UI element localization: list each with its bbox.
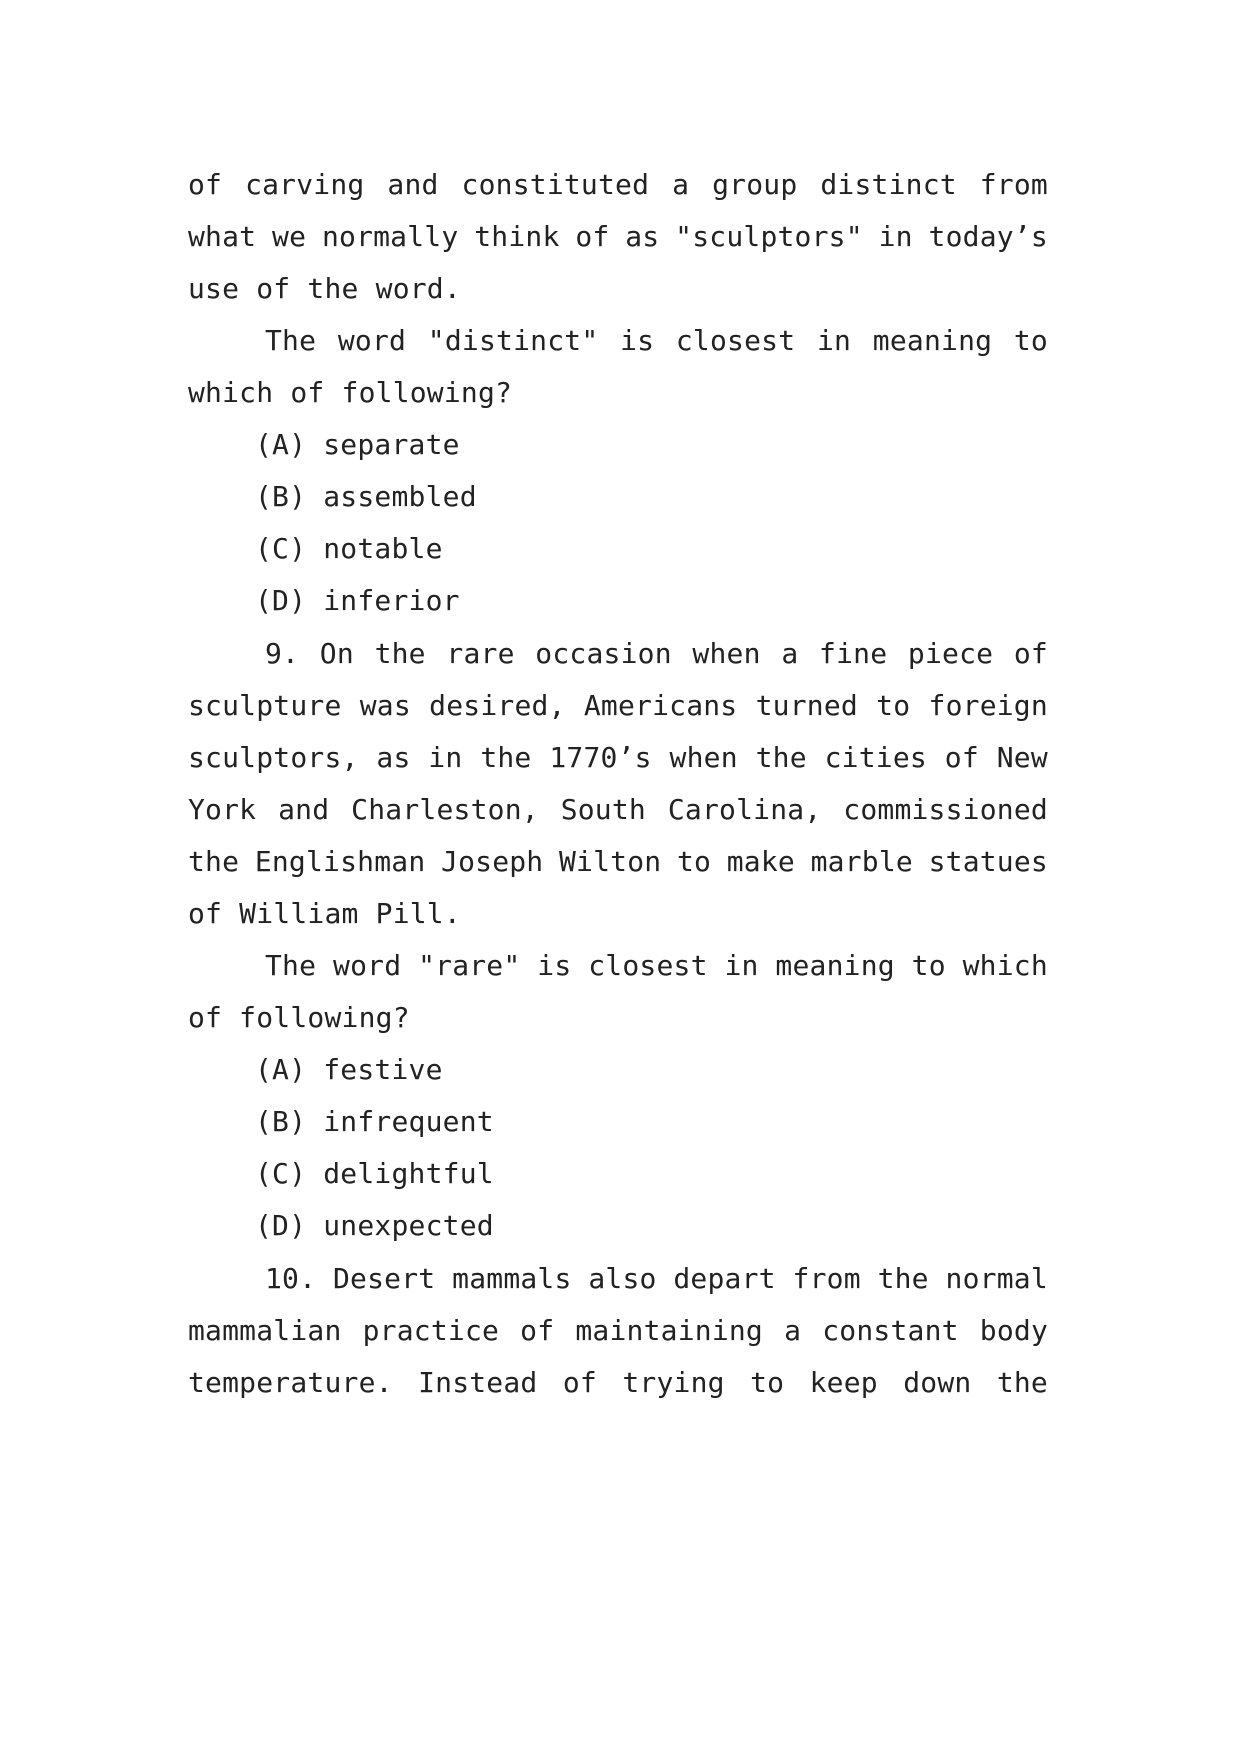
word: when bbox=[669, 741, 738, 774]
word: the bbox=[188, 845, 240, 878]
text-line-3: use of the word. bbox=[188, 272, 461, 305]
word: Wilton bbox=[559, 845, 662, 878]
word: we bbox=[272, 220, 307, 253]
word: cities bbox=[824, 741, 927, 774]
passage-9-line-5 bbox=[188, 845, 1048, 879]
word: to bbox=[876, 689, 911, 722]
word: think bbox=[474, 220, 560, 253]
word: piece bbox=[907, 637, 994, 670]
word: normal bbox=[945, 1262, 1048, 1295]
word: rare bbox=[446, 637, 515, 670]
text-line-2 bbox=[188, 220, 1048, 254]
passage-9-line-2 bbox=[188, 689, 1048, 723]
word: trying bbox=[622, 1366, 725, 1399]
word: as bbox=[625, 220, 660, 253]
word: the bbox=[996, 1366, 1048, 1399]
word: word bbox=[337, 324, 407, 357]
word: marble bbox=[810, 845, 913, 878]
word: the bbox=[374, 637, 426, 670]
word: Desert bbox=[332, 1262, 436, 1295]
word: of bbox=[188, 168, 223, 201]
word: is bbox=[537, 949, 572, 982]
word: also bbox=[588, 1262, 657, 1295]
word: distinct bbox=[820, 168, 957, 201]
word: of bbox=[562, 1366, 597, 1399]
word: desired, bbox=[429, 689, 566, 722]
word: to bbox=[750, 1366, 785, 1399]
word: in bbox=[816, 324, 852, 357]
word: mammals bbox=[452, 1262, 572, 1295]
word: South bbox=[560, 793, 646, 826]
question-8-stem-line-1 bbox=[265, 324, 1048, 358]
word: make bbox=[726, 845, 795, 878]
word: word bbox=[333, 949, 402, 982]
word: today’s bbox=[928, 220, 1048, 253]
word: turned bbox=[755, 689, 858, 722]
word: "distinct" bbox=[427, 324, 599, 357]
word: closest bbox=[675, 324, 796, 357]
word: to bbox=[1013, 324, 1048, 357]
word: down bbox=[903, 1366, 972, 1399]
question-9-stem-line-1 bbox=[265, 949, 1048, 983]
word: is bbox=[620, 324, 655, 357]
text-line-1 bbox=[188, 168, 1048, 202]
word: body bbox=[979, 1314, 1048, 1347]
word: practice bbox=[362, 1314, 500, 1347]
word: meaning bbox=[872, 324, 993, 357]
word: maintaining bbox=[575, 1314, 763, 1347]
word: Instead bbox=[418, 1366, 538, 1399]
word: and bbox=[278, 793, 330, 826]
word: was bbox=[359, 689, 411, 722]
word: The bbox=[265, 949, 317, 982]
passage-9-line-3 bbox=[188, 741, 1048, 775]
word: 10. bbox=[265, 1262, 317, 1295]
question-9-option-c: (C) delightful bbox=[255, 1157, 494, 1190]
word: mammalian bbox=[188, 1314, 342, 1347]
word: of bbox=[944, 741, 979, 774]
word: sculpture bbox=[188, 689, 342, 722]
word: Americans bbox=[583, 689, 738, 722]
word: 1770’s bbox=[549, 741, 652, 774]
word: which bbox=[962, 949, 1048, 982]
word: from bbox=[979, 168, 1048, 201]
word: in bbox=[724, 949, 759, 982]
word: fine bbox=[819, 637, 888, 670]
word: to bbox=[676, 845, 712, 878]
question-9-option-a: (A) festive bbox=[255, 1053, 443, 1086]
passage-10-line-2 bbox=[188, 1314, 1048, 1348]
word: the bbox=[480, 741, 532, 774]
passage-9-line-6: of William Pill. bbox=[188, 897, 461, 930]
question-8-option-b: (B) assembled bbox=[255, 480, 477, 513]
word: from bbox=[792, 1262, 861, 1295]
word: the bbox=[755, 741, 807, 774]
word: meaning bbox=[775, 949, 895, 982]
word: a bbox=[784, 1314, 802, 1347]
word: foreign bbox=[928, 689, 1048, 722]
word: depart bbox=[673, 1262, 776, 1295]
word: carving bbox=[245, 168, 365, 201]
word: The bbox=[265, 324, 317, 357]
word: in bbox=[878, 220, 913, 253]
passage-10-line-1 bbox=[265, 1262, 1048, 1296]
word: and bbox=[387, 168, 439, 201]
word: commissioned bbox=[843, 793, 1048, 826]
word: to bbox=[911, 949, 946, 982]
word: in bbox=[428, 741, 463, 774]
word: "sculptors" bbox=[675, 220, 863, 253]
question-9-option-b: (B) infrequent bbox=[255, 1105, 494, 1138]
word: a bbox=[672, 168, 690, 201]
word: temperature. bbox=[188, 1366, 393, 1399]
word: sculptors, bbox=[188, 741, 359, 774]
word: normally bbox=[321, 220, 459, 253]
question-9-stem-line-2: of following? bbox=[188, 1001, 410, 1034]
word: of bbox=[520, 1314, 555, 1347]
word: as bbox=[376, 741, 411, 774]
passage-9-line-1 bbox=[265, 637, 1048, 671]
question-9-option-d: (D) unexpected bbox=[255, 1209, 494, 1242]
word: occasion bbox=[535, 637, 672, 670]
word: closest bbox=[588, 949, 708, 982]
word: Carolina, bbox=[667, 793, 822, 826]
word: Englishman bbox=[254, 845, 426, 878]
word: keep bbox=[809, 1366, 878, 1399]
word: On bbox=[319, 637, 354, 670]
word: Joseph bbox=[441, 845, 544, 878]
question-8-option-c: (C) notable bbox=[255, 532, 443, 565]
word: of bbox=[575, 220, 610, 253]
word: "rare" bbox=[418, 949, 521, 982]
word: constant bbox=[822, 1314, 959, 1347]
passage-9-line-4 bbox=[188, 793, 1048, 827]
word: Charleston, bbox=[351, 793, 539, 826]
question-8-stem-line-2: which of following? bbox=[188, 376, 513, 409]
passage-10-line-3 bbox=[188, 1366, 1048, 1400]
word: constituted bbox=[461, 168, 650, 201]
word: what bbox=[188, 220, 257, 253]
word: group bbox=[712, 168, 798, 201]
word: the bbox=[877, 1262, 929, 1295]
word: York bbox=[188, 793, 257, 826]
question-8-option-a: (A) separate bbox=[255, 428, 460, 461]
word: when bbox=[692, 637, 761, 670]
word: New bbox=[996, 741, 1048, 774]
word: of bbox=[1013, 637, 1048, 670]
word: statues bbox=[928, 845, 1048, 878]
question-8-option-d: (D) inferior bbox=[255, 584, 460, 617]
word: 9. bbox=[265, 637, 300, 670]
word: a bbox=[781, 637, 799, 670]
